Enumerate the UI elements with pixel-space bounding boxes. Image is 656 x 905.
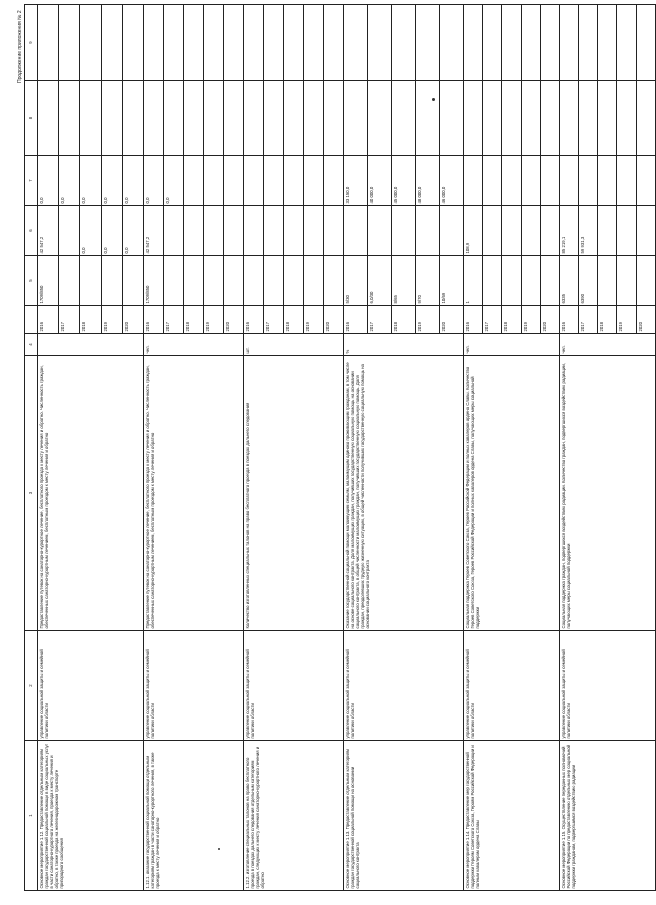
cell-year: 2017 [483,306,502,334]
cell-value-c8 [143,81,163,156]
cell-value-c9 [636,5,655,81]
cell-value-c8 [203,81,223,156]
cell-value-c7 [559,156,578,206]
table-row [38,5,59,891]
cell-year: 2018 [283,306,303,334]
cell-value-c8 [521,81,540,156]
cell-value-c7: 0,0 [143,156,163,206]
cell-value-c7: 33 150,0 [343,156,367,206]
cell-value-c6 [636,206,655,256]
cell-value-c7 [521,156,540,206]
cell-value-c8 [223,81,243,156]
cell-value-c8 [559,81,578,156]
cell-col2: управление социальной защиты и семейной политики области [143,631,243,741]
cell-year: 2017 [263,306,283,334]
cell-value-c7 [183,156,203,206]
cell-col2: управление социальной защиты и семейной политики области [243,631,343,741]
cell-value-c6 [263,206,283,256]
cell-value-c7 [540,156,559,206]
cell-value-c7: 0,0 [101,156,122,206]
cell-value-c5: 5/30 [343,256,367,306]
cell-col4: % [343,334,463,356]
cell-value-c9 [243,5,263,81]
cell-value-c5 [59,256,80,306]
header-cell-year [25,306,38,334]
cell-value-c5: 6,0/30 [367,256,391,306]
cell-value-c8 [391,81,415,156]
cell-value-c5 [101,256,122,306]
cell-value-c6: 42 547,2 [143,206,163,256]
table-row [559,5,578,891]
cell-value-c6 [283,206,303,256]
cell-year: 2016 [243,306,263,334]
cell-col1: Основное мероприятие 1.12. Предоставление отдельным категориям граждан государственной социальной помощи в виде социальных услуг в части санаторно-курортного лечения, проезда к месту лечения и обратно, в также проезда на железнодорожном транспорте пригородного сообщения [38,741,144,891]
header-cell: 4 [25,334,38,356]
scan-speck [218,848,220,850]
cell-value-c5: 6390 [579,256,598,306]
header-row [25,5,38,891]
cell-value-c6 [521,206,540,256]
cell-col2: управление социальной защиты и семейной политики области [559,631,655,741]
table-row [463,5,482,891]
cell-value-c7 [223,156,243,206]
header-cell: 8 [25,81,38,156]
table-row [243,5,263,891]
cell-value-c9 [80,5,101,81]
cell-col2: управление социальной защиты и семейной политики области [463,631,559,741]
cell-value-c7 [283,156,303,206]
cell-value-c7: 48 000,0 [415,156,439,206]
cell-col4: чел. [143,334,243,356]
cell-value-c7: 45 000,0 [391,156,415,206]
cell-year: 2019 [415,306,439,334]
cell-col3: Оказание государственной социальной помощи малоимущим семьям, малоимущим одиноко проживающим гражданам, в том числе на основе социального контракта. Доля малоимущих граждан, получивших государственную социальную помощь на основании социального контракта, в общей численности малоимущих граждан, получивших государственную социальную помощь. Доля граждан, преодолевших трудную жизненную ситуацию, в общей численности получивших государственную социальную помощь на основании социального контракта [343,356,463,631]
cell-value-c7: 0,0 [122,156,143,206]
cell-value-c8 [101,81,122,156]
cell-value-c6 [439,206,463,256]
cell-value-c5 [283,256,303,306]
cell-value-c8 [283,81,303,156]
cell-value-c6: 0,0 [80,206,101,256]
cell-value-c8 [80,81,101,156]
cell-value-c9 [203,5,223,81]
cell-value-c9 [183,5,203,81]
cell-value-c6: 59 931,3 [579,206,598,256]
cell-value-c7: 40 000,0 [367,156,391,206]
header-cell: 1 [25,741,38,891]
cell-year: 2019 [203,306,223,334]
cell-value-c7: 0,0 [59,156,80,206]
cell-value-c9 [559,5,578,81]
cell-col4: чел. [463,334,559,356]
cell-value-c6: 85 219,1 [559,206,578,256]
cell-year: 2019 [303,306,323,334]
cell-value-c5: 1709/850 [38,256,59,306]
cell-value-c6 [163,206,183,256]
cell-year: 2016 [143,306,163,334]
cell-value-c5 [163,256,183,306]
cell-col1: 1.12.1. оказание государственной социальной помощи отдельным категориям граждан в части санаторно-курортного лечения, в также проезда к месту лечения и обратно [143,741,243,891]
cell-value-c8 [183,81,203,156]
cell-value-c9 [263,5,283,81]
cell-year: 2018 [183,306,203,334]
cell-value-c7 [243,156,263,206]
cell-value-c9 [223,5,243,81]
cell-value-c7 [203,156,223,206]
cell-value-c6: 42 547,2 [38,206,59,256]
cell-value-c7 [636,156,655,206]
cell-value-c9 [617,5,636,81]
header-cell: 5 [25,256,38,306]
cell-value-c9 [38,5,59,81]
cell-value-c8 [263,81,283,156]
cell-year: 2017 [163,306,183,334]
cell-value-c6 [223,206,243,256]
cell-value-c8 [540,81,559,156]
cell-year: 2018 [502,306,521,334]
cell-col4 [38,334,144,356]
cell-value-c8 [59,81,80,156]
cell-col1: Основное мероприятие 1.15. Осуществление переданных полномочий Российской Федерации по предоставлению отдельных мер социальной поддержки гражданам, подвергшимся воздействию радиации [559,741,655,891]
cell-value-c6 [598,206,617,256]
cell-value-c8 [122,81,143,156]
cell-value-c8 [463,81,482,156]
cell-value-c9 [463,5,482,81]
cell-value-c9 [122,5,143,81]
cell-value-c9 [579,5,598,81]
cell-value-c6 [303,206,323,256]
cell-value-c5 [323,256,343,306]
cell-value-c7: 46 000,0 [439,156,463,206]
cell-value-c9 [143,5,163,81]
cell-value-c8 [303,81,323,156]
cell-year: 2020 [323,306,343,334]
cell-year: 2017 [579,306,598,334]
cell-value-c7 [598,156,617,206]
cell-value-c7 [263,156,283,206]
cell-value-c8 [415,81,439,156]
cell-value-c5 [540,256,559,306]
cell-value-c5: 1 [463,256,482,306]
header-cell: 2 [25,631,38,741]
cell-col2: управление социальной защиты и семейной политики области [38,631,144,741]
cell-value-c7 [323,156,343,206]
header-cell: 7 [25,156,38,206]
cell-col3: Предоставление путевок на санаторно-курортное лечение, бесплатного проезда к месту лечения и обратно. Численность граждан, обеспеченных санаторно-курортным лечением, бесплатным проездом к месту лечения и обратно [38,356,144,631]
cell-value-c9 [367,5,391,81]
cell-value-c9 [163,5,183,81]
cell-value-c9 [59,5,80,81]
cell-value-c5 [483,256,502,306]
cell-value-c9 [323,5,343,81]
cell-value-c5 [223,256,243,306]
cell-year: 2020 [636,306,655,334]
table-row [143,5,163,891]
cell-value-c6 [343,206,367,256]
cell-col1: Основное мероприятие 1.14. Предоставление мер государственной поддержки Героям Советского Союза, Героям Российской Федерации и полным кавалерам ордена Славы [463,741,559,891]
cell-value-c5 [263,256,283,306]
header-cell: 9 [25,5,38,81]
cell-value-c6 [323,206,343,256]
cell-value-c7: 0,0 [80,156,101,206]
cell-value-c5 [521,256,540,306]
cell-value-c5: 10/69 [439,256,463,306]
cell-value-c8 [617,81,636,156]
cell-value-c7 [303,156,323,206]
cell-value-c6 [391,206,415,256]
cell-value-c7 [579,156,598,206]
cell-value-c5: 8/65 [391,256,415,306]
cell-value-c9 [343,5,367,81]
cell-value-c6 [183,206,203,256]
cell-year: 2016 [38,306,59,334]
cell-value-c5 [80,256,101,306]
cell-year: 2016 [559,306,578,334]
cell-year: 2017 [59,306,80,334]
cell-value-c6: 0,0 [101,206,122,256]
scan-speck [432,98,435,101]
cell-value-c5 [617,256,636,306]
cell-value-c5 [243,256,263,306]
cell-year: 2016 [343,306,367,334]
cell-value-c6 [243,206,263,256]
cell-value-c6 [59,206,80,256]
cell-value-c8 [579,81,598,156]
appendix-label: Продолжение приложения № 2 [17,10,23,83]
cell-value-c9 [540,5,559,81]
cell-year: 2018 [598,306,617,334]
cell-value-c6 [502,206,521,256]
cell-year: 2020 [439,306,463,334]
header-cell: 3 [25,356,38,631]
cell-value-c5: 6335 [559,256,578,306]
cell-value-c9 [598,5,617,81]
cell-year: 2020 [122,306,143,334]
cell-value-c8 [636,81,655,156]
cell-year: 2017 [367,306,391,334]
cell-year: 2020 [540,306,559,334]
cell-year: 2018 [391,306,415,334]
cell-col3: Социальная поддержка Героев Советского Союза, Героев Российской Федерации и полных кавалеров ордена Славы. Количество Героев Советского Союза, Героев Российской Федерации и полных кавалеров ордена Славы, получающих меры социальной поддержки [463,356,559,631]
cell-col4: чел. [559,334,655,356]
cell-value-c7 [463,156,482,206]
table-row [343,5,367,891]
cell-value-c8 [439,81,463,156]
cell-value-c9 [303,5,323,81]
cell-col2: управление социальной защиты и семейной политики области [343,631,463,741]
cell-value-c8 [502,81,521,156]
cell-value-c8 [598,81,617,156]
cell-value-c5 [598,256,617,306]
cell-value-c8 [367,81,391,156]
cell-value-c6 [617,206,636,256]
cell-value-c5 [303,256,323,306]
cell-value-c7 [502,156,521,206]
cell-value-c9 [483,5,502,81]
header-cell: 6 [25,206,38,256]
cell-value-c6 [367,206,391,256]
cell-value-c9 [391,5,415,81]
cell-year: 2018 [80,306,101,334]
cell-col3: Социальная поддержка граждан, подвергшихся воздействию радиации. Количество граждан, подвергшихся воздействию радиации, получающих меры социальной поддержки [559,356,655,631]
cell-value-c9 [502,5,521,81]
cell-year: 2019 [521,306,540,334]
cell-value-c9 [439,5,463,81]
cell-value-c5: 9/70 [415,256,439,306]
cell-value-c6 [540,206,559,256]
cell-value-c9 [415,5,439,81]
cell-col3: Предоставление путевок на санаторно-курортное лечение, бесплатного проезда к месту лечения и обратно. Численность граждан, обеспеченных санаторно-курортным лечением, бесплатным проездом к месту лечения и обратно [143,356,243,631]
cell-col1: 1.12.2. изготовление специальных талонов на право бесплатного проезда в поездах дальнего следования отдельным категориям граждан, следующих к месту лечения санаторно-курортного лечения и обратно [243,741,343,891]
cell-col3: Количество изготовленных специальных талонов на право бесплатного проезда в поездах дальнего следования [243,356,343,631]
cell-value-c5 [636,256,655,306]
cell-value-c8 [243,81,263,156]
cell-value-c5 [122,256,143,306]
measures-table [24,4,656,891]
cell-value-c8 [38,81,59,156]
cell-year: 2016 [463,306,482,334]
cell-value-c8 [483,81,502,156]
cell-value-c6: 108,9 [463,206,482,256]
cell-value-c7 [483,156,502,206]
cell-value-c6 [203,206,223,256]
cell-value-c9 [101,5,122,81]
cell-year: 2019 [617,306,636,334]
cell-value-c5 [183,256,203,306]
cell-value-c9 [521,5,540,81]
cell-value-c8 [343,81,367,156]
cell-value-c5: 1709/850 [143,256,163,306]
cell-value-c7: 0,0 [163,156,183,206]
cell-value-c5 [502,256,521,306]
cell-value-c8 [163,81,183,156]
cell-value-c8 [323,81,343,156]
cell-col4: шт. [243,334,343,356]
cell-value-c5 [203,256,223,306]
cell-value-c7: 0,0 [38,156,59,206]
cell-value-c6: 0,0 [122,206,143,256]
cell-value-c9 [283,5,303,81]
cell-value-c6 [483,206,502,256]
cell-year: 2020 [223,306,243,334]
cell-value-c6 [415,206,439,256]
cell-year: 2019 [101,306,122,334]
cell-value-c7 [617,156,636,206]
cell-col1: Основное мероприятие 1.13. Предоставление отдельным категориям граждан государственной социальной помощи на основании социального контракта [343,741,463,891]
